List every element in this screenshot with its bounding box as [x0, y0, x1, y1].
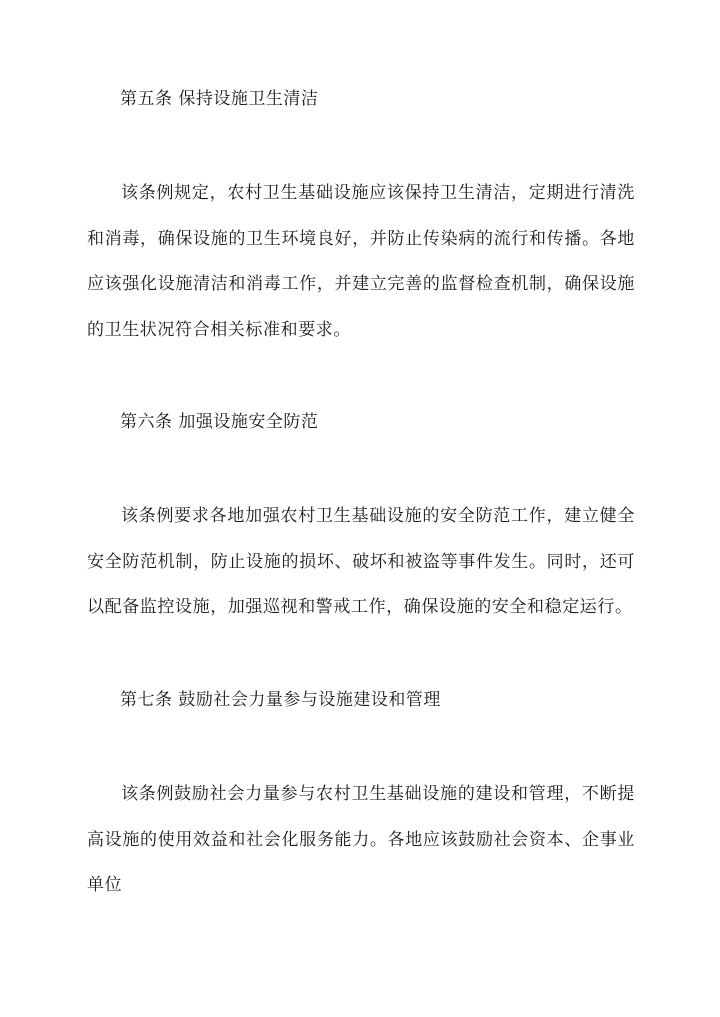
article-6-heading: 第六条 加强设施安全防范 — [120, 412, 319, 432]
article-7-heading: 第七条 鼓励社会力量参与设施建设和管理 — [120, 690, 441, 710]
article-5-paragraph: 该条例规定，农村卫生基础设施应该保持卫生清洁，定期进行清洗和消毒，确保设施的卫生环境良好，并防止传染病的流行和传播。各地应该强化设施清洁和消毒工作，并建立完善的监督检查机制，确保设施的卫生状况符合相关标准和要求。 — [87, 183, 635, 340]
article-6-paragraph: 该条例要求各地加强农村卫生基础设施的安全防范工作，建立健全安全防范机制，防止设施的损坏、破坏和被盗等事件发生。同时，还可以配备监控设施，加强巡视和警戒工作，确保设施的安全和稳定运行。 — [87, 506, 635, 617]
article-5-heading: 第五条 保持设施卫生清洁 — [120, 89, 319, 109]
article-7-paragraph: 该条例鼓励社会力量参与农村卫生基础设施的建设和管理，不断提高设施的使用效益和社会化服务能力。各地应该鼓励社会资本、企事业单位 — [87, 784, 635, 895]
